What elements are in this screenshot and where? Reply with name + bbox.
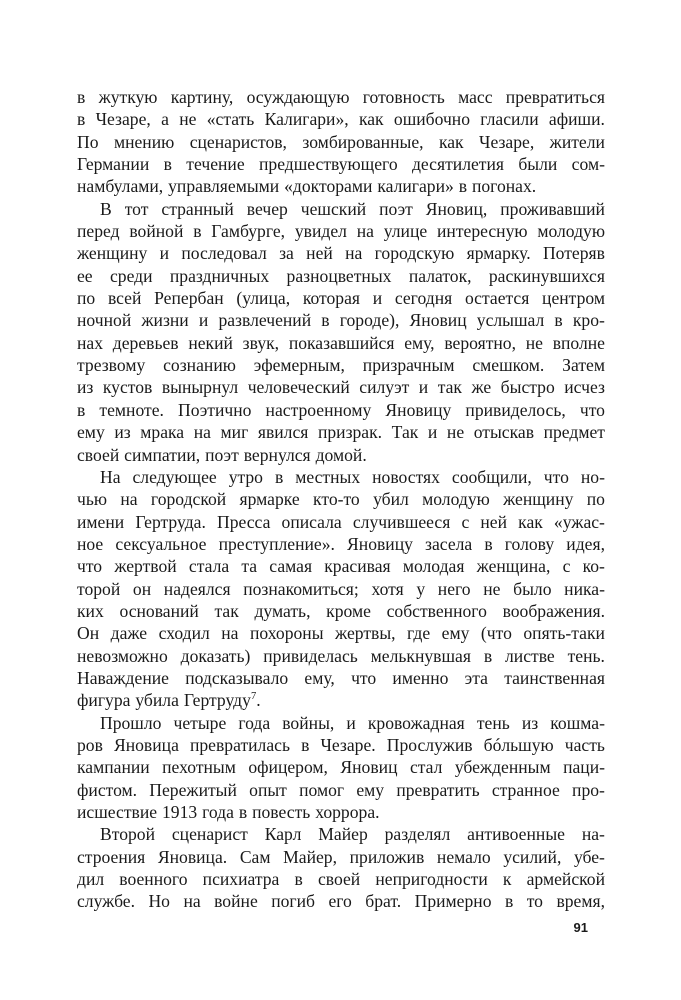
text-line: в жуткую картину, осуждающую готовность масс превратиться xyxy=(77,87,605,107)
paragraph xyxy=(77,823,605,912)
text-line: В тот странный вечер чешский поэт Яновиц, проживавший xyxy=(100,198,605,219)
text-line: намбулами, управляемыми «докторами калигари» в погонах. xyxy=(77,176,537,197)
text-line: ее среди праздничных разноцветных палаток, раскинувшихся xyxy=(77,265,605,286)
footnote-marker: 7 xyxy=(250,691,257,703)
text-line: Он даже сходил на похороны жертвы, где ему (что опять-таки xyxy=(77,623,605,644)
text-line: ких оснований так думать, кроме собственного воображения. xyxy=(77,600,605,621)
text-line: Прошло четыре года войны, и кровожадная тень из кошма- xyxy=(100,712,605,733)
text-line: нах деревьев некий звук, показавшийся ему, вероятно, не вполне xyxy=(77,332,605,353)
text-line: кампании пехотным офицером, Яновиц стал убежденным паци- xyxy=(77,757,605,778)
text-line: женщину и последовал за ней на городскую ярмарку. Потеряв xyxy=(77,243,605,264)
text-line: перед войной в Гамбурге, увидел на улице интересную молодую xyxy=(77,221,605,242)
text-line: ное сексуальное преступление». Яновицу засела в голову идея, xyxy=(77,533,605,554)
text-line: по всей Репербан (улица, которая и сегодня остается центром xyxy=(77,288,605,309)
page-number: 91 xyxy=(573,920,588,935)
text-line: По мнению сценаристов, зомбированные, как Чезаре, жители xyxy=(77,131,605,152)
text-line: ему из мрака на миг явился призрак. Так и не отыскав предмет xyxy=(77,422,605,443)
text-line: торой он надеялся познакомиться; хотя у него не было ника- xyxy=(77,578,605,599)
text-line: из кустов вынырнул человеческий силуэт и так же быстро исчез xyxy=(77,377,605,398)
text-line: что жертвой стала та самая красивая молодая женщина, с ко- xyxy=(77,556,605,577)
text-line: невозможно доказать) привиделась мелькнувшая в листве тень. xyxy=(77,645,605,666)
text-line: имени Гертруда. Пресса описала случившееся с ней как «ужас- xyxy=(77,511,605,532)
text-line: чью на городской ярмарке кто-то убил молодую женщину по xyxy=(77,489,605,510)
body-text xyxy=(77,86,605,913)
text-line: ночной жизни и развлечений в городе), Яновиц услышал в кро- xyxy=(77,310,605,331)
text-line: фистом. Пережитый опыт помог ему превратить странное про- xyxy=(77,779,605,800)
text-line: ров Яновица превратилась в Чезаре. Прослужив бóльшую часть xyxy=(77,734,605,755)
text-line: службе. Но на войне погиб его брат. Примерно в то время, xyxy=(77,891,605,912)
paragraph xyxy=(77,86,605,198)
text-line: строения Яновица. Сам Майер, приложив немало усилий, убе- xyxy=(77,846,605,867)
text-line: своей симпатии, поэт вернулся домой. xyxy=(77,444,367,465)
text-line: трезвому сознанию эфемерным, призрачным смешком. Затем xyxy=(77,355,605,376)
text-line: в Чезаре, а не «стать Калигари», как ошибочно гласили афиши. xyxy=(77,109,605,130)
paragraph xyxy=(77,466,605,712)
text-line: в темноте. Поэтично настроенному Яновицу привиделось, что xyxy=(77,399,605,420)
paragraph xyxy=(77,198,605,466)
paragraph xyxy=(77,712,605,824)
text-line: фигура убила Гертруду$^7$. xyxy=(77,690,261,711)
text-line: исшествие 1913 года в повесть хоррора. xyxy=(77,802,380,822)
text-line: дил военного психиатра в своей непригодности к армейской xyxy=(77,869,605,890)
text-line: Наваждение подсказывало ему, что именно эта таинственная xyxy=(77,667,605,688)
text-line: На следующее утро в местных новостях сообщили, что но- xyxy=(100,466,605,487)
text-line: Второй сценарист Карл Майер разделял антивоенные на- xyxy=(100,824,605,845)
text-line: Германии в течение предшествующего десятилетия были сом- xyxy=(77,154,605,175)
